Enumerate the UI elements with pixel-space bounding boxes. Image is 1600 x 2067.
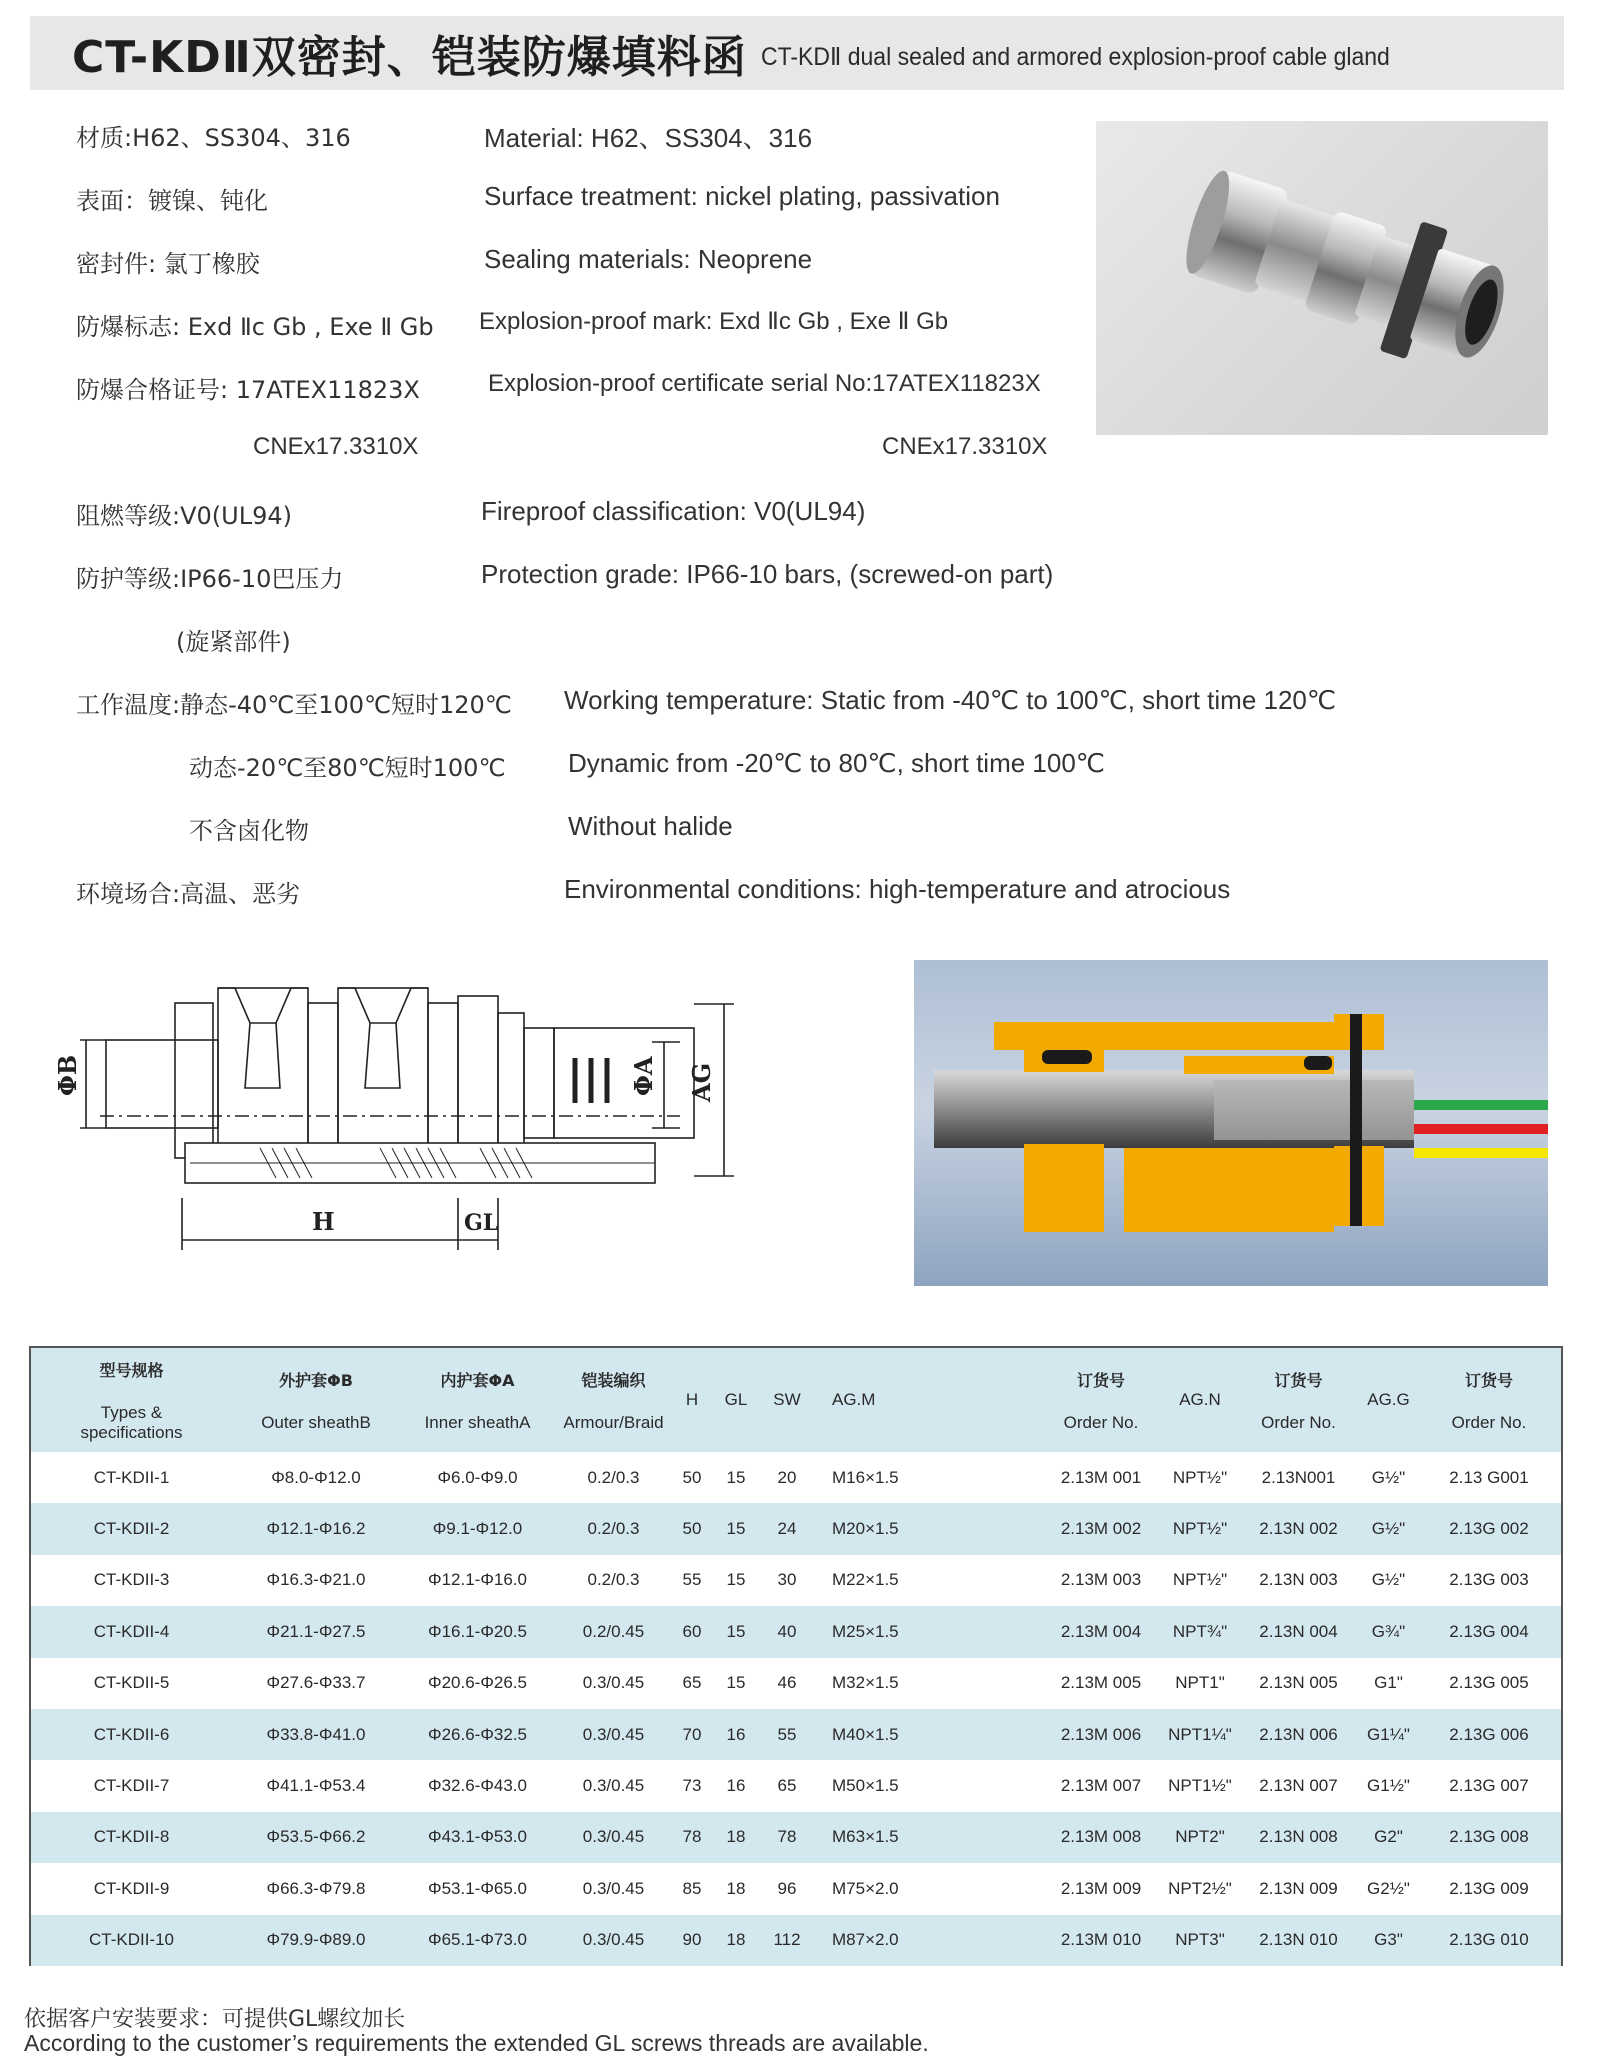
table-cell: 2.13M 002 xyxy=(1039,1503,1163,1554)
spec-fire-cn: 阻燃等级:V0(UL94) xyxy=(76,502,292,530)
table-cell: 2.13N001 xyxy=(1237,1452,1360,1503)
footer-note-en: According to the customer’s requirements the extended GL screws threads are available. xyxy=(24,2030,929,2056)
table-cell: 55 xyxy=(760,1709,814,1760)
cutaway-illustration xyxy=(914,960,1548,1286)
spec-env-en: Environmental conditions: high-temperature and atrocious xyxy=(564,874,1231,904)
table-cell: 96 xyxy=(760,1863,814,1914)
table-cell: 2.13N 007 xyxy=(1237,1760,1360,1811)
table-cell: 2.13N 009 xyxy=(1237,1863,1360,1914)
table-cell: 2.13G 008 xyxy=(1417,1812,1561,1863)
table-cell: 78 xyxy=(672,1812,712,1863)
table-cell: 15 xyxy=(712,1606,760,1657)
table-cell: CT-KDII-5 xyxy=(31,1658,232,1709)
spec-seal-en: Sealing materials: Neoprene xyxy=(484,244,813,274)
table-cell: Φ12.1-Φ16.0 xyxy=(400,1555,555,1606)
table-row xyxy=(31,1452,1561,1503)
table-cell: 2.13G 002 xyxy=(1417,1503,1561,1554)
table-cell: 55 xyxy=(672,1555,712,1606)
cutaway-graphic xyxy=(914,960,1548,1286)
table-cell: CT-KDII-6 xyxy=(31,1709,232,1760)
table-cell: Φ65.1-Φ73.0 xyxy=(400,1915,555,1966)
table-row xyxy=(31,1709,1561,1760)
table-cell: 46 xyxy=(760,1658,814,1709)
table-cell: 2.13G 007 xyxy=(1417,1760,1561,1811)
page-subtitle: CT-KDⅡ dual sealed and armored explosion-proof cable gland xyxy=(760,43,1390,71)
table-cell: G2" xyxy=(1360,1812,1417,1863)
table-cell: 2.13G 003 xyxy=(1417,1555,1561,1606)
table-row xyxy=(31,1812,1561,1863)
table-cell: 50 xyxy=(672,1503,712,1554)
spec-halide-cn: 不含卤化物 xyxy=(189,817,309,845)
table-cell: M50×1.5 xyxy=(814,1760,1039,1811)
table-cell: Φ16.3-Φ21.0 xyxy=(232,1555,400,1606)
spec-temp2-cn: 动态-20℃至80℃短时100℃ xyxy=(189,754,506,782)
page-title: CT-KDⅡ双密封、铠装防爆填料函 xyxy=(72,32,747,83)
table-cell: 2.13G 005 xyxy=(1417,1658,1561,1709)
table-cell: M75×2.0 xyxy=(814,1863,1039,1914)
table-cell: Φ12.1-Φ16.2 xyxy=(232,1503,400,1554)
table-cell: 112 xyxy=(760,1915,814,1966)
table-cell: 2.13M 007 xyxy=(1039,1760,1163,1811)
spec-protect-en: Protection grade: IP66-10 bars, (screwed-on part) xyxy=(481,559,1054,589)
header-ag-g: AG.G xyxy=(1360,1348,1417,1452)
spec-cert2-en: CNEx17.3310X xyxy=(882,433,1048,460)
spec-temp2-en: Dynamic from -20℃ to 80℃, short time 100℃ xyxy=(568,748,1105,778)
table-cell: 15 xyxy=(712,1503,760,1554)
header-outer-sheath: 外护套ΦB Outer sheathB xyxy=(232,1348,400,1452)
table-cell: G¾" xyxy=(1360,1606,1417,1657)
table-cell: G1½" xyxy=(1360,1760,1417,1811)
table-cell: NPT½" xyxy=(1163,1555,1237,1606)
table-cell: NPT¾" xyxy=(1163,1606,1237,1657)
header-gl: GL xyxy=(712,1348,760,1452)
table-cell: M22×1.5 xyxy=(814,1555,1039,1606)
table-cell: G2½" xyxy=(1360,1863,1417,1914)
header-order-g: 订货号 Order No. xyxy=(1417,1348,1561,1452)
table-cell: 2.13N 002 xyxy=(1237,1503,1360,1554)
spec-cert2-cn: CNEx17.3310X xyxy=(253,433,419,460)
dimension-drawing xyxy=(40,968,900,1268)
table-row xyxy=(31,1915,1561,1966)
table-cell: 2.13M 001 xyxy=(1039,1452,1163,1503)
table-cell: 78 xyxy=(760,1812,814,1863)
table-cell: 2.13G 009 xyxy=(1417,1863,1561,1914)
table-cell: 18 xyxy=(712,1915,760,1966)
table-cell: M20×1.5 xyxy=(814,1503,1039,1554)
label-ag: AG xyxy=(687,1062,716,1102)
label-phi-a: ΦA xyxy=(629,1056,658,1096)
table-cell: 16 xyxy=(712,1709,760,1760)
table-cell: CT-KDII-1 xyxy=(31,1452,232,1503)
table-cell: G½" xyxy=(1360,1503,1417,1554)
table-cell: 0.3/0.45 xyxy=(555,1658,672,1709)
table-cell: M40×1.5 xyxy=(814,1709,1039,1760)
table-cell: 2.13 G001 xyxy=(1417,1452,1561,1503)
table-cell: 70 xyxy=(672,1709,712,1760)
label-h: H xyxy=(312,1207,335,1236)
header-armour: 铠装编织 Armour/Braid xyxy=(555,1348,672,1452)
table-cell: Φ16.1-Φ20.5 xyxy=(400,1606,555,1657)
table-cell: 0.2/0.3 xyxy=(555,1503,672,1554)
table-cell: 85 xyxy=(672,1863,712,1914)
spec-cert-cn: 防爆合格证号: 17ATEX11823X xyxy=(76,376,420,404)
header-ag-n: AG.N xyxy=(1163,1348,1237,1452)
table-cell: 2.13M 005 xyxy=(1039,1658,1163,1709)
table-cell: M16×1.5 xyxy=(814,1452,1039,1503)
header-order-n: 订货号 Order No. xyxy=(1237,1348,1360,1452)
table-cell: NPT½" xyxy=(1163,1503,1237,1554)
table-cell: CT-KDII-4 xyxy=(31,1606,232,1657)
table-cell: CT-KDII-9 xyxy=(31,1863,232,1914)
table-cell: Φ27.6-Φ33.7 xyxy=(232,1658,400,1709)
spec-temp-cn: 工作温度:静态-40℃至100℃短时120℃ xyxy=(76,691,512,719)
table-cell: 0.2/0.3 xyxy=(555,1452,672,1503)
table-cell: 0.3/0.45 xyxy=(555,1709,672,1760)
table-cell: 2.13G 010 xyxy=(1417,1915,1561,1966)
table-cell: G½" xyxy=(1360,1555,1417,1606)
table-cell: CT-KDII-2 xyxy=(31,1503,232,1554)
spec-surface-en: Surface treatment: nickel plating, passivation xyxy=(484,181,1000,211)
table-cell: 15 xyxy=(712,1658,760,1709)
table-row xyxy=(31,1863,1561,1914)
spec-exmark-en: Explosion-proof mark: Exd Ⅱc Gb , Exe Ⅱ Gb xyxy=(479,308,949,335)
table-cell: 2.13M 006 xyxy=(1039,1709,1163,1760)
footer-note-cn: 依据客户安装要求：可提供GL螺纹加长 xyxy=(24,2007,406,2032)
spec-fire-en: Fireproof classification: V0(UL94) xyxy=(481,496,866,526)
spec-material-en: Material: H62、SS304、316 xyxy=(484,123,813,153)
table-cell: M87×2.0 xyxy=(814,1915,1039,1966)
table-cell: Φ66.3-Φ79.8 xyxy=(232,1863,400,1914)
table-cell: 2.13M 008 xyxy=(1039,1812,1163,1863)
table-cell: NPT2½" xyxy=(1163,1863,1237,1914)
table-row xyxy=(31,1658,1561,1709)
table-cell: CT-KDII-10 xyxy=(31,1915,232,1966)
table-cell: NPT2" xyxy=(1163,1812,1237,1863)
table-cell: 15 xyxy=(712,1555,760,1606)
table-cell: 30 xyxy=(760,1555,814,1606)
spec-protect2-cn: (旋紧部件) xyxy=(176,628,291,656)
table-cell: 60 xyxy=(672,1606,712,1657)
table-cell: 2.13N 005 xyxy=(1237,1658,1360,1709)
table-cell: 2.13N 003 xyxy=(1237,1555,1360,1606)
table-header-row xyxy=(31,1348,1561,1452)
table-cell: 0.3/0.45 xyxy=(555,1863,672,1914)
technical-drawing xyxy=(40,968,900,1268)
table-cell: Φ20.6-Φ26.5 xyxy=(400,1658,555,1709)
header-ag-m: AG.M xyxy=(814,1348,1039,1452)
spec-env-cn: 环境场合:高温、恶劣 xyxy=(76,880,301,908)
spec-table xyxy=(29,1346,1563,1966)
table-cell: 0.3/0.45 xyxy=(555,1915,672,1966)
table-cell: 65 xyxy=(672,1658,712,1709)
table-row xyxy=(31,1606,1561,1657)
table-cell: G½" xyxy=(1360,1452,1417,1503)
table-cell: 18 xyxy=(712,1863,760,1914)
table-cell: 16 xyxy=(712,1760,760,1811)
table-cell: NPT1¼" xyxy=(1163,1709,1237,1760)
table-cell: Φ53.5-Φ66.2 xyxy=(232,1812,400,1863)
table-cell: M63×1.5 xyxy=(814,1812,1039,1863)
header-h: H xyxy=(672,1348,712,1452)
table-cell: Φ6.0-Φ9.0 xyxy=(400,1452,555,1503)
spec-halide-en: Without halide xyxy=(568,811,733,841)
table-cell: 0.3/0.45 xyxy=(555,1760,672,1811)
table-cell: 0.3/0.45 xyxy=(555,1812,672,1863)
spec-protect-cn: 防护等级:IP66-10巴压力 xyxy=(76,565,344,593)
header-sw: SW xyxy=(760,1348,814,1452)
header-inner-sheath: 内护套ΦA Inner sheathA xyxy=(400,1348,555,1452)
table-cell: 2.13G 004 xyxy=(1417,1606,1561,1657)
table-cell: 24 xyxy=(760,1503,814,1554)
table-cell: G1¼" xyxy=(1360,1709,1417,1760)
table-cell: CT-KDII-8 xyxy=(31,1812,232,1863)
cable-gland-photo xyxy=(1096,121,1548,435)
table-cell: Φ33.8-Φ41.0 xyxy=(232,1709,400,1760)
table-cell: 73 xyxy=(672,1760,712,1811)
table-cell: 2.13N 004 xyxy=(1237,1606,1360,1657)
table-cell: CT-KDII-3 xyxy=(31,1555,232,1606)
table-cell: 20 xyxy=(760,1452,814,1503)
table-cell: NPT½" xyxy=(1163,1452,1237,1503)
table-cell: Φ26.6-Φ32.5 xyxy=(400,1709,555,1760)
header-order-m: 订货号 Order No. xyxy=(1039,1348,1163,1452)
table-cell: Φ41.1-Φ53.4 xyxy=(232,1760,400,1811)
spec-material-cn: 材质:H62、SS304、316 xyxy=(76,124,351,152)
table-cell: 0.2/0.45 xyxy=(555,1606,672,1657)
table-body xyxy=(31,1452,1561,1966)
table-row xyxy=(31,1555,1561,1606)
table-cell: 90 xyxy=(672,1915,712,1966)
table-cell: NPT1½" xyxy=(1163,1760,1237,1811)
header-type: 型号规格 Types & specifications xyxy=(31,1348,232,1452)
table-cell: 50 xyxy=(672,1452,712,1503)
label-gl: GL xyxy=(464,1210,499,1236)
table-cell: Φ79.9-Φ89.0 xyxy=(232,1915,400,1966)
table-cell: G1" xyxy=(1360,1658,1417,1709)
table-cell: Φ21.1-Φ27.5 xyxy=(232,1606,400,1657)
table-cell: 18 xyxy=(712,1812,760,1863)
table-cell: 65 xyxy=(760,1760,814,1811)
table-cell: NPT1" xyxy=(1163,1658,1237,1709)
table-cell: Φ9.1-Φ12.0 xyxy=(400,1503,555,1554)
table-cell: 2.13M 003 xyxy=(1039,1555,1163,1606)
table-cell: G3" xyxy=(1360,1915,1417,1966)
table-cell: 2.13M 010 xyxy=(1039,1915,1163,1966)
table-cell: 2.13G 006 xyxy=(1417,1709,1561,1760)
product-photo xyxy=(1096,121,1548,435)
table-cell: 2.13N 010 xyxy=(1237,1915,1360,1966)
table-cell: 2.13M 004 xyxy=(1039,1606,1163,1657)
table-row xyxy=(31,1503,1561,1554)
table-cell: Φ32.6-Φ43.0 xyxy=(400,1760,555,1811)
table-cell: CT-KDII-7 xyxy=(31,1760,232,1811)
label-phi-b: ΦB xyxy=(53,1054,82,1096)
table-cell: Φ53.1-Φ65.0 xyxy=(400,1863,555,1914)
table-row xyxy=(31,1760,1561,1811)
spec-surface-cn: 表面：镀镍、钝化 xyxy=(76,187,268,215)
spec-cert-en: Explosion-proof certificate serial No:17ATEX11823X xyxy=(488,370,1041,397)
table-cell: Φ43.1-Φ53.0 xyxy=(400,1812,555,1863)
table-cell: NPT3" xyxy=(1163,1915,1237,1966)
table-cell: 0.2/0.3 xyxy=(555,1555,672,1606)
table-cell: 2.13N 006 xyxy=(1237,1709,1360,1760)
spec-seal-cn: 密封件: 氯丁橡胶 xyxy=(76,250,260,278)
table-cell: M32×1.5 xyxy=(814,1658,1039,1709)
title-bar xyxy=(30,16,1564,90)
table-cell: M25×1.5 xyxy=(814,1606,1039,1657)
spec-temp-en: Working temperature: Static from -40℃ to 100℃, short time 120℃ xyxy=(564,685,1337,715)
table-cell: 40 xyxy=(760,1606,814,1657)
table-cell: 15 xyxy=(712,1452,760,1503)
spec-exmark-cn: 防爆标志: Exd Ⅱc Gb , Exe Ⅱ Gb xyxy=(76,313,434,341)
table-cell: 2.13N 008 xyxy=(1237,1812,1360,1863)
table-cell: 2.13M 009 xyxy=(1039,1863,1163,1914)
table-cell: Φ8.0-Φ12.0 xyxy=(232,1452,400,1503)
